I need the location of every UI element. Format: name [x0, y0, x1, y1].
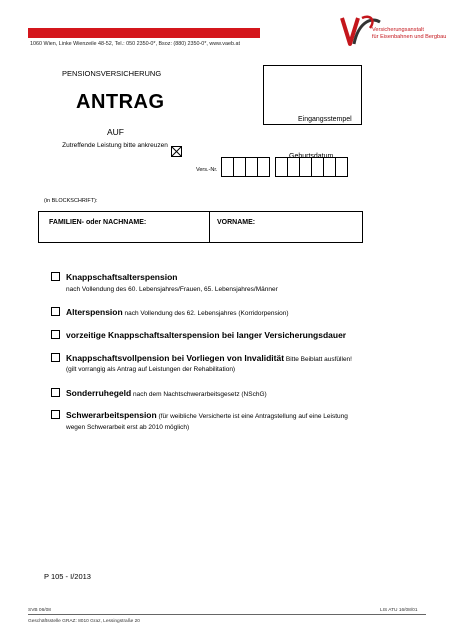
header-red-bar — [28, 28, 260, 38]
vers-nr-label: Vers.-Nr. — [196, 167, 218, 173]
header-address: 1060 Wien, Linke Wienzeile 48-52, Tel.: 050 2350-0*, Bsoz: (880) 2350-0*, www.vaeb.at — [30, 41, 240, 47]
option-title: Knappschaftsalterspension — [66, 272, 178, 282]
option-checkbox[interactable] — [51, 353, 60, 362]
name-divider — [209, 211, 210, 243]
option-title-text: Schwerarbeitspension — [66, 410, 157, 420]
option-inline-text: nach dem Nachtschwerarbeitsgesetz (NSchG) — [131, 391, 267, 398]
option-title-text: Sonderruhegeld — [66, 388, 132, 398]
option-title-text: Alterspension — [66, 307, 123, 317]
option-inline-text: nach Vollendung des 62. Lebensjahres (Korridorpension) — [122, 310, 289, 317]
instruction-text: Zutreffende Leistung bitte ankreuzen — [62, 142, 168, 149]
option-title-text: Knappschaftsvollpension bei Vorliegen von Invalidität — [66, 353, 285, 363]
footer-branch: Geschäftsstelle GRAZ: 8010 Graz, Lessingstraße 20 — [28, 619, 140, 624]
option-title — [66, 353, 352, 363]
option-subtext: nach Vollendung des 60. Lebensjahres/Frauen, 65. Lebensjahres/Männer — [66, 286, 278, 293]
logo-text-line1: Versicherungsanstalt — [372, 27, 424, 33]
vorname-label: VORNAME: — [217, 219, 256, 226]
option-checkbox[interactable] — [51, 410, 60, 419]
option-subtext: (gilt vorrangig als Antrag auf Leistungen der Rehabilitation) — [66, 366, 236, 373]
option-subtext: wegen Schwerarbeit erst ab 2010 möglich) — [66, 424, 190, 431]
name-fields-box[interactable] — [38, 211, 363, 243]
doc-type: PENSIONSVERSICHERUNG — [62, 69, 162, 78]
footer-left-code: SVB 06/08 — [28, 608, 51, 613]
crossed-box-icon — [171, 146, 182, 157]
page-title: ANTRAG — [76, 91, 165, 113]
logo-text-line2: für Eisenbahnen und Bergbau — [372, 34, 447, 40]
option-title: vorzeitige Knappschaftsalterspension bei langer Versicherungsdauer — [66, 330, 347, 340]
blockschrift-label: (in BLOCKSCHRIFT): — [44, 198, 98, 204]
option-checkbox[interactable] — [51, 272, 60, 281]
option-inline-text: Bitte Beiblatt ausfüllen! — [284, 356, 352, 363]
option-checkbox[interactable] — [51, 307, 60, 316]
footer-divider — [28, 614, 426, 615]
option-title — [66, 388, 267, 398]
option-title — [66, 410, 348, 420]
nachname-label: FAMILIEN- oder NACHNAME: — [49, 219, 147, 226]
vers-nr-digit-cell[interactable] — [257, 157, 270, 177]
form-code: P 105 - I/2013 — [44, 572, 91, 581]
option-checkbox[interactable] — [51, 330, 60, 339]
option-inline-text: (für weibliche Versicherte ist eine Antragstellung auf eine Leistung — [156, 413, 348, 420]
eingangsstempel-label: Eingangsstempel — [298, 116, 352, 123]
option-title — [66, 307, 289, 317]
footer-right-code: LIS ATU 16/08/01 — [380, 608, 418, 613]
auf-label: AUF — [107, 127, 124, 137]
birthdate-digit-cell[interactable] — [335, 157, 348, 177]
option-checkbox[interactable] — [51, 388, 60, 397]
